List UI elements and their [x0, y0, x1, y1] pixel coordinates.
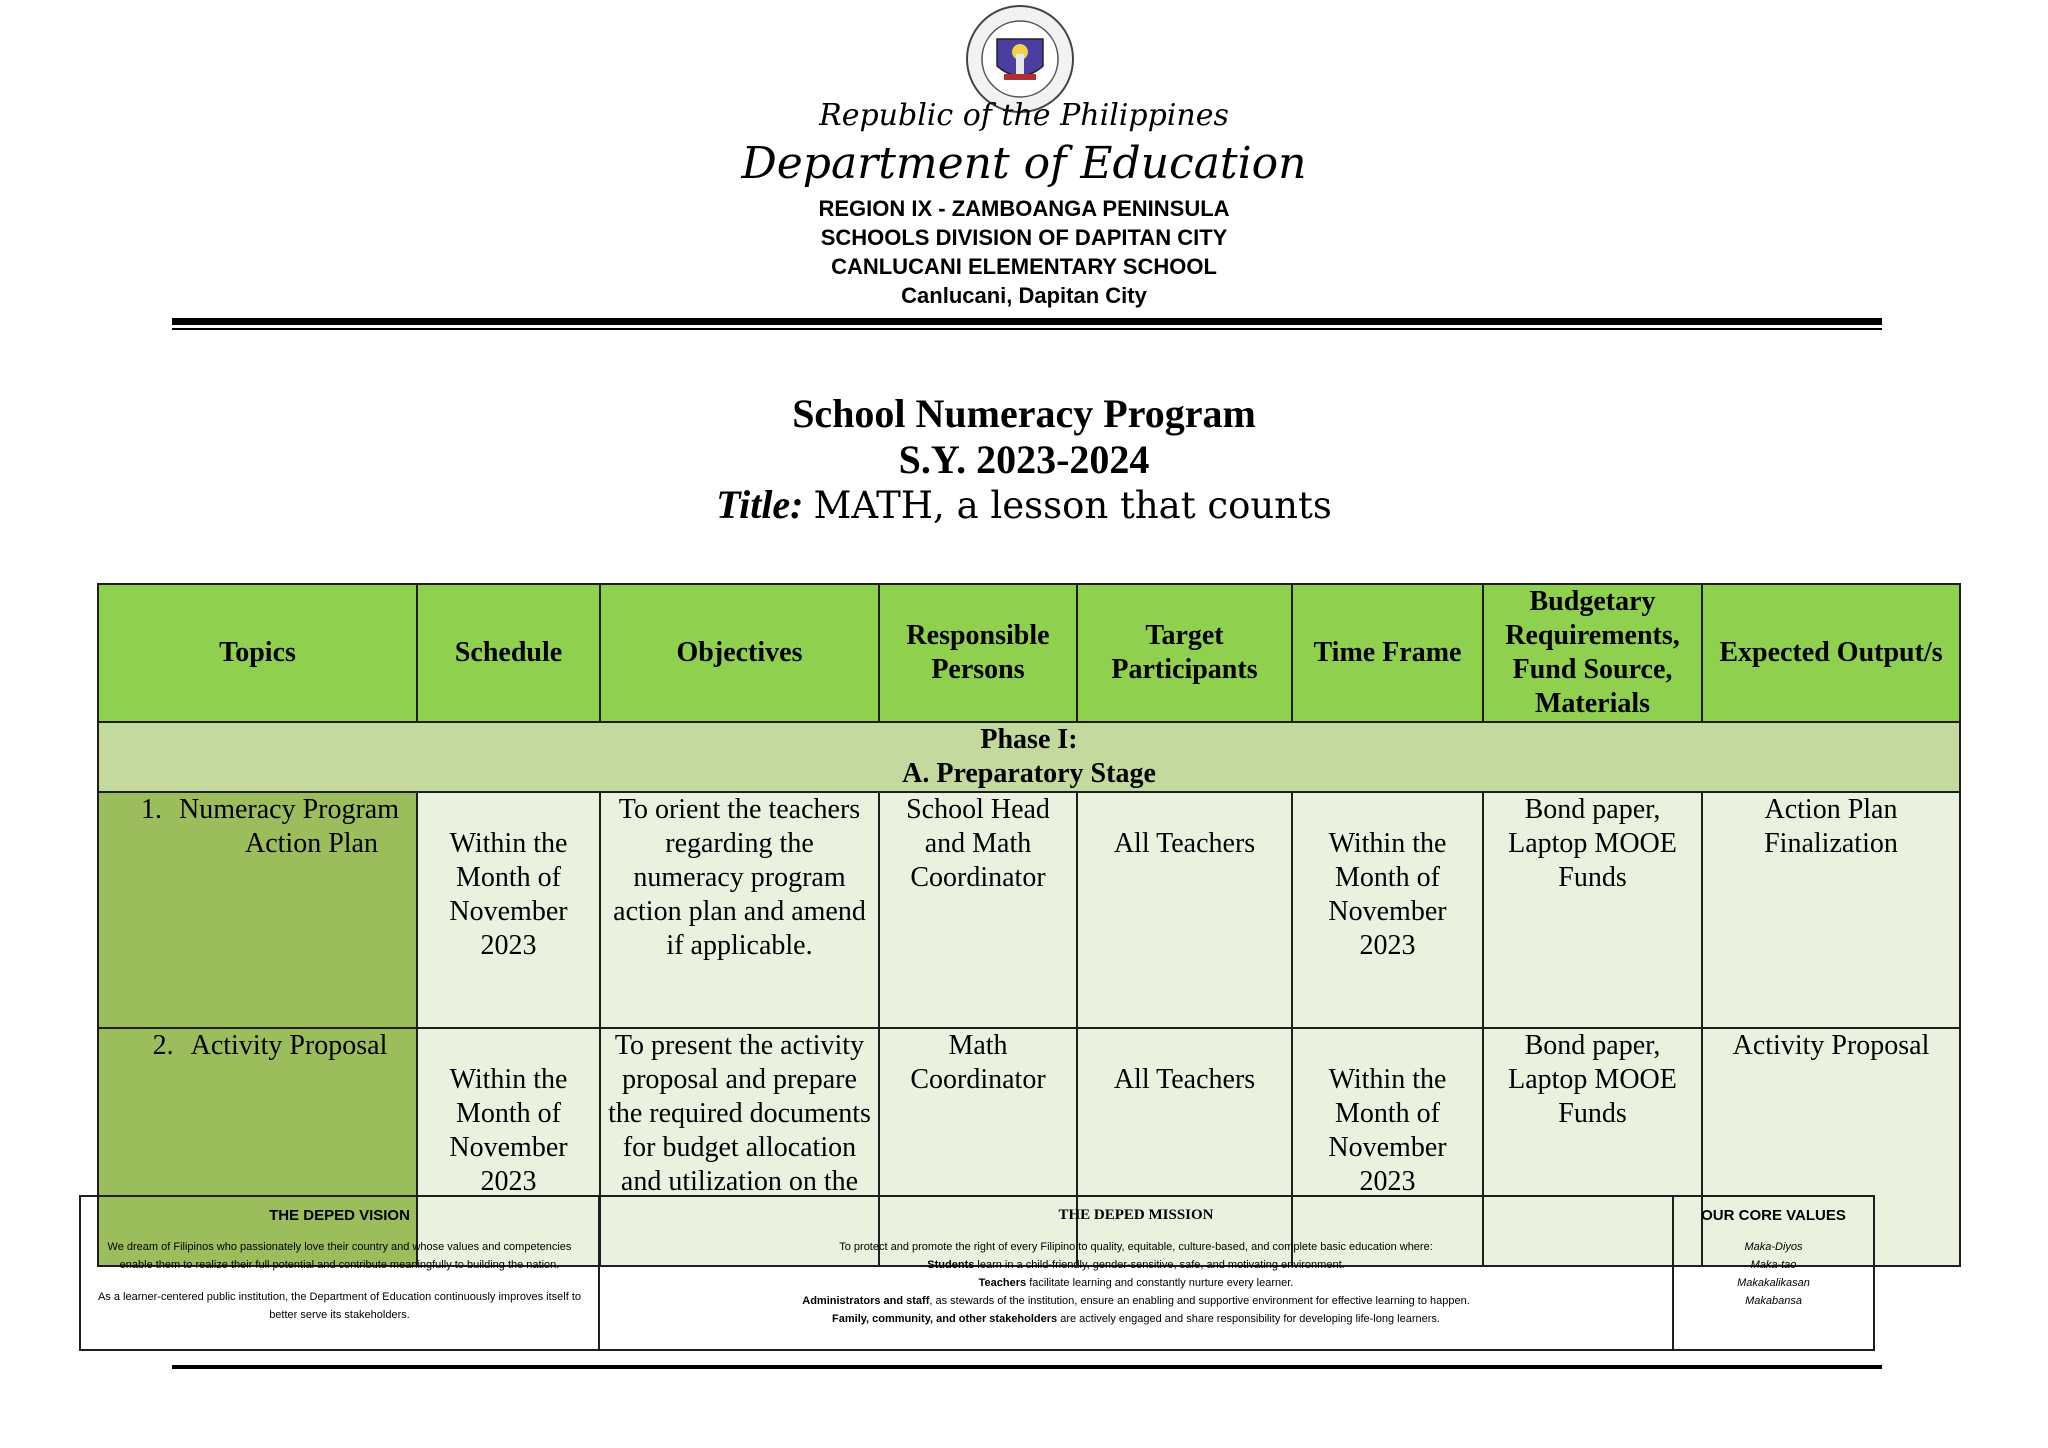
- mission-family-text: are actively engaged and share responsibility for developing life-long learners.: [1057, 1313, 1440, 1325]
- program-title-label: Title:: [716, 482, 804, 527]
- phase-cell: [98, 722, 1960, 792]
- header-divider-thick: [172, 318, 1882, 325]
- header-responsible-persons: Responsible Persons: [879, 584, 1077, 722]
- topic-number: 1.: [140, 794, 162, 825]
- mission-line-teachers: [600, 1274, 1672, 1292]
- table-row: [98, 792, 1960, 1028]
- header-expected-output: Expected Output/s: [1702, 584, 1960, 722]
- core-value-item: Makabansa: [1745, 1295, 1802, 1307]
- mission-line-family: [600, 1310, 1672, 1328]
- header-topics: Topics: [98, 584, 417, 722]
- header-schedule: Schedule: [417, 584, 600, 722]
- schedule-cell: Within the Month of November 2023: [417, 1028, 600, 1266]
- school-address: Canlucani, Dapitan City: [901, 283, 1147, 308]
- mission-section: [600, 1197, 1674, 1349]
- budget-cell: Bond paper, Laptop MOOE Funds: [1483, 1028, 1702, 1266]
- header-divider-thin: [172, 328, 1882, 330]
- time-frame-cell: Within the Month of November 2023: [1292, 792, 1483, 1028]
- division-label: SCHOOLS DIVISION OF DAPITAN CITY: [820, 225, 1228, 250]
- time-frame-cell: Within the Month of November 2023: [1292, 1028, 1483, 1266]
- participants-cell: All Teachers: [1077, 792, 1292, 1028]
- deped-footer: [79, 1195, 1875, 1351]
- topic-line-2: Action Plan: [245, 828, 378, 859]
- topic-number: 2.: [152, 1030, 174, 1061]
- program-title: [0, 481, 2048, 528]
- stage-label: A. Preparatory Stage: [902, 758, 1156, 789]
- region-label: REGION IX - ZAMBOANGA PENINSULA: [818, 196, 1230, 221]
- objectives-cell: To orient the teachers regarding the numeracy program action plan and amend if applicable.: [600, 792, 879, 1028]
- table-header-row: [98, 584, 1960, 722]
- school-year: S.Y. 2023-2024: [898, 437, 1150, 482]
- header-time-frame: Time Frame: [1292, 584, 1483, 722]
- objectives-cell: To present the activity proposal and prepare the required documents for budget allocation and utilization on the: [600, 1028, 879, 1266]
- schedule-cell: Within the Month of November 2023: [417, 792, 600, 1028]
- program-title-value: MATH, a lesson that counts: [813, 484, 1332, 527]
- topic-cell: [98, 792, 417, 1028]
- vision-section: [81, 1197, 600, 1349]
- topic-line-1: Numeracy Program: [178, 794, 400, 825]
- mission-admin-text: , as stewards of the institution, ensure an enabling and supportive environment for effective learning to happen.: [929, 1295, 1470, 1307]
- mission-family-label: Family, community, and other stakeholders: [832, 1313, 1058, 1325]
- republic-label: Republic of the Philippines: [819, 98, 1229, 133]
- mission-admin-label: Administrators and staff: [802, 1295, 930, 1307]
- responsible-cell: School Head and Math Coordinator: [879, 792, 1077, 1028]
- mission-students-text: learn in a child-friendly, gender-sensitive, safe, and motivating environment.: [974, 1259, 1345, 1271]
- output-cell: Activity Proposal: [1702, 1028, 1960, 1266]
- core-values-section: [1674, 1197, 1873, 1349]
- mission-students-label: Students: [927, 1259, 975, 1271]
- core-value-item: Maka-Diyos: [1744, 1241, 1803, 1253]
- header-budgetary-requirements: Budgetary Requirements, Fund Source, Materials: [1483, 584, 1702, 722]
- core-values-title: OUR CORE VALUES: [1701, 1207, 1846, 1224]
- participants-cell: All Teachers: [1077, 1028, 1292, 1266]
- mission-title: THE DEPED MISSION: [1058, 1207, 1214, 1223]
- mission-line-students: [600, 1256, 1672, 1274]
- budget-cell: Bond paper, Laptop MOOE Funds: [1483, 792, 1702, 1028]
- mission-teachers-text: facilitate learning and constantly nurture every learner.: [1026, 1277, 1294, 1289]
- document-title: School Numeracy Program: [792, 391, 1256, 436]
- vision-title: THE DEPED VISION: [269, 1207, 410, 1224]
- core-value-item: Makakalikasan: [1737, 1277, 1810, 1289]
- topic-line-1: Activity Proposal: [190, 1030, 388, 1061]
- output-cell: Action Plan Finalization: [1702, 792, 1960, 1028]
- mission-teachers-label: Teachers: [978, 1277, 1027, 1289]
- phase-label: Phase I:: [980, 724, 1078, 755]
- core-value-item: Maka-tao: [1750, 1259, 1797, 1271]
- header-target-participants: Target Participants: [1077, 584, 1292, 722]
- mission-line-admin: [600, 1292, 1672, 1310]
- department-name: Department of Education: [741, 138, 1307, 189]
- school-name: CANLUCANI ELEMENTARY SCHOOL: [831, 254, 1217, 279]
- vision-text-1: We dream of Filipinos who passionately love their country and whose values and competencies enable them to realize their full potential and contribute meaningfully to building the nation.: [107, 1241, 572, 1271]
- header-objectives: Objectives: [600, 584, 879, 722]
- vision-text-2: As a learner-centered public institution, the Department of Education continuously improves itself to better serve its stakeholders.: [97, 1291, 582, 1321]
- phase-row: [98, 722, 1960, 792]
- numeracy-plan-table: [97, 583, 1961, 1267]
- mission-intro: To protect and promote the right of every Filipino to quality, equitable, culture-based, and complete basic education where:: [839, 1241, 1433, 1253]
- responsible-cell: Math Coordinator: [879, 1028, 1077, 1266]
- footer-divider: [172, 1365, 1882, 1369]
